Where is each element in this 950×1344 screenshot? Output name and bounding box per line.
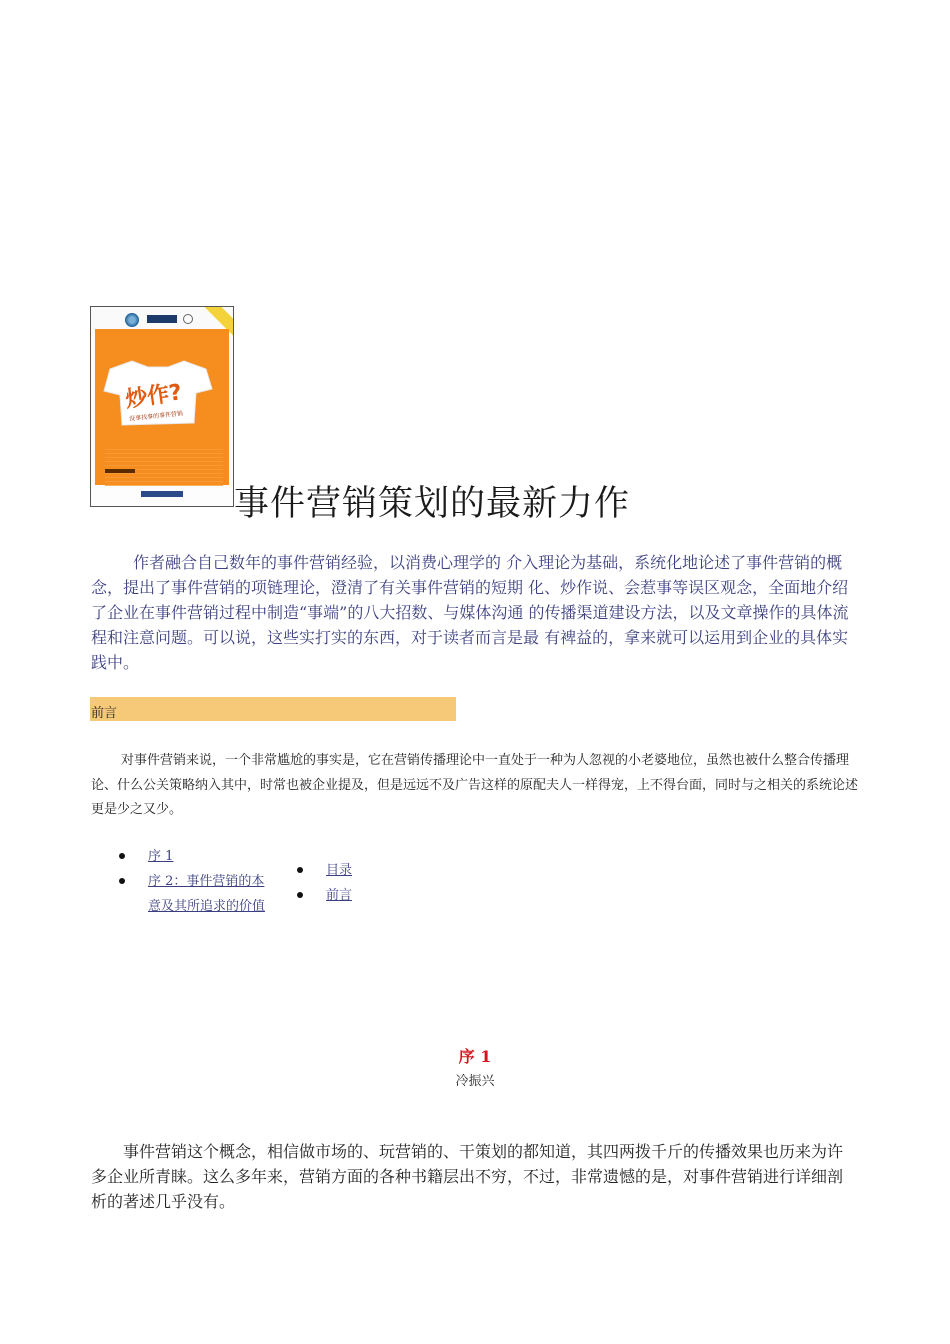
preface-header-bar: [90, 697, 456, 721]
book-cover-image: [90, 306, 234, 507]
publisher-seal-icon: [125, 313, 139, 327]
cover-subtitle: 没事找事的事件营销: [128, 410, 184, 423]
link-preface-1[interactable]: 序 1: [148, 849, 174, 864]
list-item: [297, 883, 417, 908]
link-foreword[interactable]: 前言: [326, 888, 353, 903]
list-item: [119, 869, 269, 919]
list-item: [119, 844, 269, 869]
badge-icon: [183, 314, 193, 324]
link-preface-2[interactable]: 序 2：事件营销的本意及其所追求的价值: [148, 874, 266, 914]
cover-title: 炒作?: [123, 380, 184, 413]
section-title: 序 1: [458, 1047, 492, 1066]
section-body: 事件营销这个概念，相信做市场的、玩营销的、干策划的都知道，其四两拨千斤的传播效果也历来为许多企业所青睐。这么多年来，营销方面的各种书籍层出不穷，不过，非常遗憾的是，对事件营销进行详细剖析的著述几乎没有。: [91, 1142, 844, 1211]
cover-author: [105, 469, 135, 473]
page-title: 事件营销策划的最新力作: [234, 484, 631, 524]
cover-orange-panel: [95, 329, 229, 485]
preface-paragraph: 对事件营销来说，一个非常尴尬的事实是，它在营销传播理论中一直处于一种为人忽视的小老婆地位，虽然也被什么整合传播理论、什么公关策略纳入其中，时常也被企业提及，但是远远不及广告这样的原配夫人一样得宠，上不得台面，同时与之相关的系统论述更是少之又少。: [91, 753, 859, 817]
cover-publisher-logo: [141, 491, 183, 497]
preface-label: 前言: [91, 706, 118, 721]
toc-links-left: [119, 844, 269, 919]
intro-paragraph: 作者融合自己数年的事件营销经验，以消费心理学的 介入理论为基础，系统化地论述了事件营销的概念，提出了事件营销的项链理论，澄清了有关事件营销的短期 化、炒作说、会惹事等误区观念，全面地介绍了企业在事件营销过程中制造“事端”的八大招数、与媒体沟通 的传播渠道建设方法，以及文章操作的具体流程和注意问题。可以说，这些实打实的东西，对于读者而言是最 有裨益的，拿来就可以运用到企业的具体实践中。: [91, 553, 849, 672]
link-contents[interactable]: 目录: [326, 863, 353, 878]
series-label: [147, 315, 177, 323]
section-author: 冷振兴: [455, 1074, 495, 1089]
list-item: [297, 858, 417, 883]
toc-links-right: [297, 858, 417, 908]
